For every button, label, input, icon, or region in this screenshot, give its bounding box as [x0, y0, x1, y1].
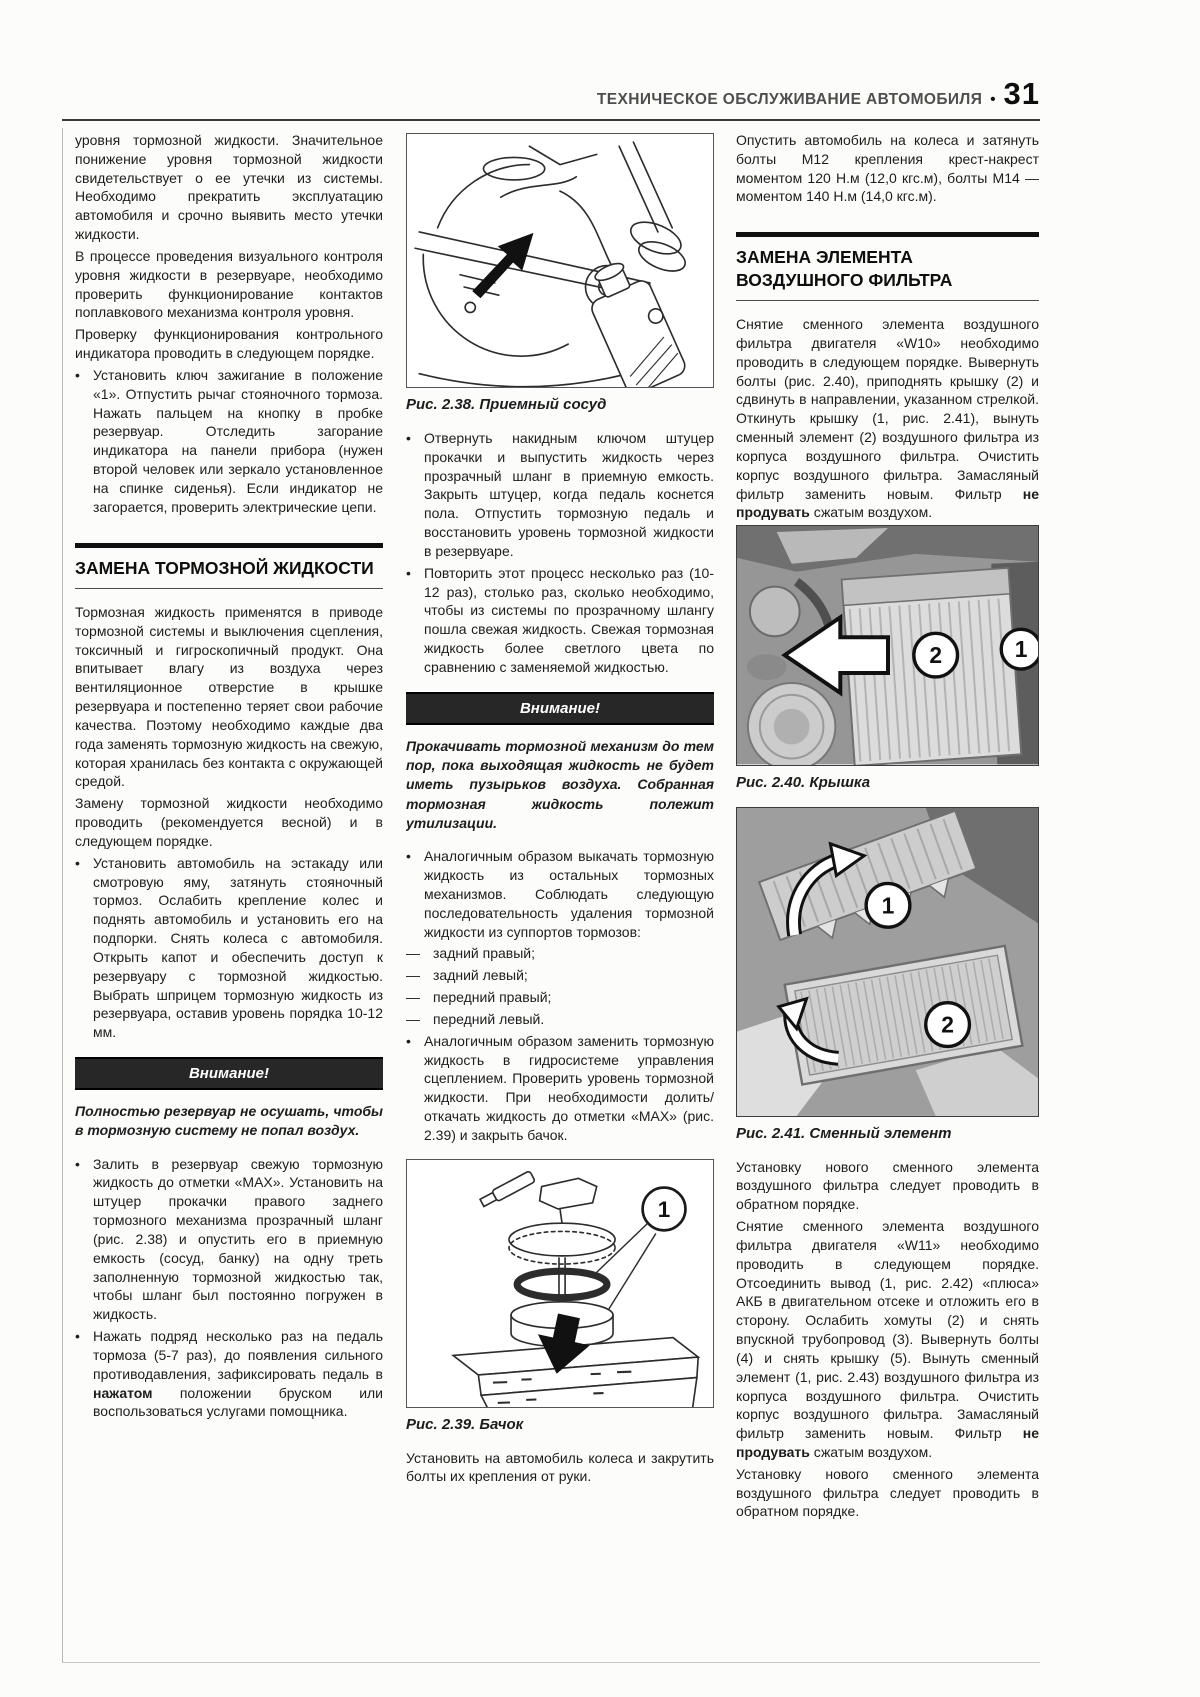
receiving-vessel-drawing — [407, 134, 713, 387]
bullet-text — [93, 1327, 383, 1421]
dash-marker: — — [406, 989, 420, 1006]
bullet-marker: • — [406, 564, 411, 581]
dash-text: задний правый; — [433, 945, 535, 962]
text-run: Нажать подряд несколько раз на педаль тормоза (5-7 раз), до появления сильного противодавления, зафиксировать педаль в — [93, 1328, 383, 1382]
bullet-text: Аналогичным образом выкачать тормозную жидкость из остальных тормозных механизмов. Соблюдать следующую последовательность удаления тормозной жидкости из суппортов тормозов: — [424, 848, 714, 940]
figure-2-41-caption: Рис. 2.41. Сменный элемент — [736, 1124, 952, 1142]
section-underline — [75, 588, 383, 589]
dash-item — [406, 988, 714, 1007]
section-title: ЗАМЕНА ЭЛЕМЕНТА ВОЗДУШНОГО ФИЛЬТРА — [736, 247, 953, 290]
bullet-marker: • — [75, 366, 80, 383]
bullet-text: Аналогичным образом заменить тормозную жидкость в гидросистеме управления сцеплением. Проверить уровень тормозной жидкости. При необходимости долить/откачать жидкость до отметки «MAX» (рис. 2.39) и закрыть бачок. — [424, 1032, 714, 1143]
bullet-text: Залить в резервуар свежую тормозную жидкость до отметки «MAX». Установить на штуцер прокачки правого заднего тормозного механизма прозрачный шланг (рис. 2.38) и опустить его в приемную емкость (сосуд, банку) на одну треть заполненную тормозной жидкостью так, чтобы шланг был постоянно погружен в жидкость. — [93, 1155, 383, 1323]
callout-1-label: 1 — [881, 891, 895, 918]
dash-marker: — — [406, 967, 420, 984]
header-dot-icon: • — [990, 91, 996, 108]
dash-marker: — — [406, 945, 420, 962]
reservoir-drawing — [407, 1160, 713, 1407]
text-run: Снятие сменного элемента воздушного фильтра двигателя «W11» необходимо проводить в следующем порядке. Отсоединить вывод (1, рис. 2.42) «плюса» АКБ в двигательном отсеке и отложить его в сторону. Ослабить хомуты (2) и снять впускной трубопровод (3). Вывернуть болты (4) и снять крышку (5). Вынуть сменный элемент (1, рис. 2.43) воздушного фильтра из корпуса воздушного фильтра. Очистить корпус воздушного фильтра. Замасляный фильтр заменить новым. Фильтр — [736, 1218, 1039, 1442]
dash-text: передний правый; — [433, 989, 552, 1006]
bullet-item — [75, 854, 383, 1042]
paragraph: Установку нового сменного элемента воздушного фильтра следует проводить в обратном порядке. — [736, 1465, 1039, 1520]
header-title: ТЕХНИЧЕСКОЕ ОБСЛУЖИВАНИЕ АВТОМОБИЛЯ — [596, 91, 983, 108]
column-2 — [406, 131, 714, 1671]
bullet-text: Повторить этот процесс несколько раз (10-12 раз), столько раз, сколько необходимо, чтобы из системы по прозрачному шлангу пошла свежая жидкость. Свежая тормозная жидкость более светлого цвета по сравнению с заменяемой жидкостью. — [424, 564, 714, 675]
section-heading-air-filter — [736, 232, 1039, 301]
bullet-text: Отвернуть накидным ключом штуцер прокачки и выпустить жидкость через прозрачный шланг в приемную емкость. Закрыть штуцер, когда педаль коснется пола. Отпустить тормозную педаль и восстановить уровень тормозной жидкости в резервуаре. — [424, 429, 714, 559]
dash-item — [406, 1010, 714, 1029]
text-run: сжатым воздухом. — [809, 504, 933, 521]
bullet-item — [406, 564, 714, 677]
bullet-item — [406, 1032, 714, 1145]
receiving-bottle — [578, 253, 688, 386]
paragraph — [736, 315, 1039, 522]
up-arrow-icon — [472, 233, 533, 298]
column-1 — [75, 131, 383, 1671]
bullet-text: Установить автомобиль на эстакаду или смотровую яму, затянуть стояночный тормоз. Ослабить крепление колес и поднять автомобиль и установить его на подпорки. Снять колеса с автомобиля. Открыть капот и обеспечить доступ к резервуару с тормозной жидкостью. Выбрать шприцем тормозную жидкость из резервуара, оставив уровень порядка 10-12 мм. — [93, 854, 383, 1041]
callout-1 — [1001, 630, 1038, 670]
paragraph: уровня тормозной жидкости. Значительное понижение уровня тормозной жидкости свидетельствует о ее утечки из системы. Необходимо прекратить эксплуатацию автомобиля и срочно выявить место утечки жидкости. — [75, 132, 383, 243]
dash-item — [406, 944, 714, 963]
callout-2-label: 2 — [941, 1011, 954, 1038]
page-header — [597, 76, 1040, 112]
figure-2-41 — [736, 807, 1039, 1117]
text-run: положении бруском или воспользоваться услугами помощника. — [93, 1384, 383, 1420]
bullet-marker: • — [406, 429, 411, 446]
paragraph: Тормозная жидкость применятся в приводе тормозной системы и выключения сцепления, токсичный и гигроскопичный продукт. Она впитывает влагу из воздуха через вентиляционное отверстие в крышке резервуара и постепенно теряет свои рабочие качества. Поэтому необходимо каждые два года заменять тормозную жидкость на свежую, которая хранилась без контакта с окружающей средой. — [75, 603, 383, 790]
bullet-marker: • — [75, 854, 80, 871]
figure-2-38-caption: Рис. 2.38. Приемный сосуд — [406, 395, 607, 413]
paragraph: Установку нового сменного элемента воздушного фильтра следует проводить в обратном порядке. — [736, 1158, 1039, 1213]
callout-1-label: 1 — [657, 1196, 671, 1222]
dash-item — [406, 966, 714, 985]
callout-2 — [914, 633, 958, 677]
attention-banner: Внимание! — [406, 692, 714, 725]
bullet-item — [75, 1155, 383, 1324]
warning-text: Прокачивать тормозной механизм до тем пор, пока выходящая жидкость не будет иметь пузырьков воздуха. Собранная тормозная жидкость полежит утилизации. — [406, 737, 714, 831]
dash-marker: — — [406, 1010, 420, 1027]
filter-element-photo — [737, 808, 1038, 1116]
callout-1-label: 1 — [1014, 636, 1028, 663]
text-run-bold: не продувать — [736, 1425, 1039, 1460]
callout-1 — [866, 883, 910, 927]
figure-2-38 — [406, 133, 714, 388]
column-3 — [736, 131, 1039, 1671]
paragraph: Опустить автомобиль на колеса и затянуть болты М12 крепления крест-накрест моментом 120 Н.м (12,0 кгс.м), болты М14 — моментом 140 Н.м (14,0 кгс.м). — [736, 132, 1039, 205]
bullet-marker: • — [406, 848, 411, 865]
bullet-item — [75, 1327, 383, 1421]
paragraph: Проверку функционирования контрольного индикатора проводить в следующем порядке. — [75, 326, 383, 362]
bullet-item — [406, 429, 714, 561]
paragraph: В процессе проведения визуального контроля уровня жидкости в резервуаре, необходимо проверить функционирование контактов поплавкового механизма контроля уровня. — [75, 247, 383, 321]
figure-2-40-caption: Рис. 2.40. Крышка — [736, 773, 871, 791]
figure-2-39-caption: Рис. 2.39. Бачок — [406, 1415, 524, 1433]
attention-banner: Внимание! — [75, 1057, 383, 1090]
section-heading-brake-fluid — [75, 543, 383, 589]
bullet-marker: • — [406, 1032, 411, 1049]
section-title: ЗАМЕНА ТОРМОЗНОЙ ЖИДКОСТИ — [75, 557, 374, 578]
figure-2-39 — [406, 1159, 714, 1408]
text-run: сжатым воздухом. — [809, 1443, 933, 1460]
paragraph: Установить на автомобиль колеса и закрутить болты их крепления от руки. — [406, 1449, 714, 1485]
bullet-text: Установить ключ зажигание в положение «1». Отпустить рычаг стояночного тормоза. Нажать пальцем на кнопку в пробке резервуар. Отследить загорание индикатора на панели прибора (нужен второй человек или зеркало установленное на спинке сиденья). Если индикатор не загорается, проверить электрические цепи. — [93, 366, 383, 515]
bullet-marker: • — [75, 1328, 80, 1345]
figure-2-40 — [736, 525, 1039, 765]
header-rule — [62, 119, 1040, 121]
air-filter-cover-photo — [737, 526, 1038, 764]
dash-text: задний левый; — [433, 967, 528, 984]
bullet-item — [406, 847, 714, 941]
bullet-marker: • — [75, 1155, 80, 1172]
section-top-bar — [736, 232, 1039, 237]
text-run-bold: не продувать — [736, 485, 1039, 521]
paragraph: Замену тормозной жидкости необходимо проводить (рекомендуется весной) и в следующем порядке. — [75, 795, 383, 849]
bullet-item — [75, 366, 383, 517]
warning-text: Полностью резервуар не осушать, чтобы в тормозную систему не попал воздух. — [75, 1103, 383, 1139]
callout-2-label: 2 — [929, 642, 943, 669]
left-margin-rule — [62, 128, 63, 1662]
text-run-bold: нажатом — [93, 1384, 153, 1401]
dash-text: передний левый. — [433, 1010, 545, 1027]
section-underline — [736, 300, 1039, 301]
paragraph — [736, 1217, 1039, 1462]
section-top-bar — [75, 543, 383, 548]
page-number: 31 — [1003, 76, 1040, 111]
callout-2 — [926, 1002, 970, 1046]
text-run: Снятие сменного элемента воздушного фильтра двигателя «W10» необходимо проводить в следующем порядке. Вывернуть болты (рис. 2.40), приподнять крышку (2) и сдвинуть в направлении, указанном стрелкой. Откинуть крышку (1, рис. 2.41), вынуть сменный элемент (2) воздушного фильтра из корпуса воздушного фильтра. Очистить корпус воздушного фильтра. Замасляный фильтр заменить новым. Фильтр — [736, 316, 1039, 502]
